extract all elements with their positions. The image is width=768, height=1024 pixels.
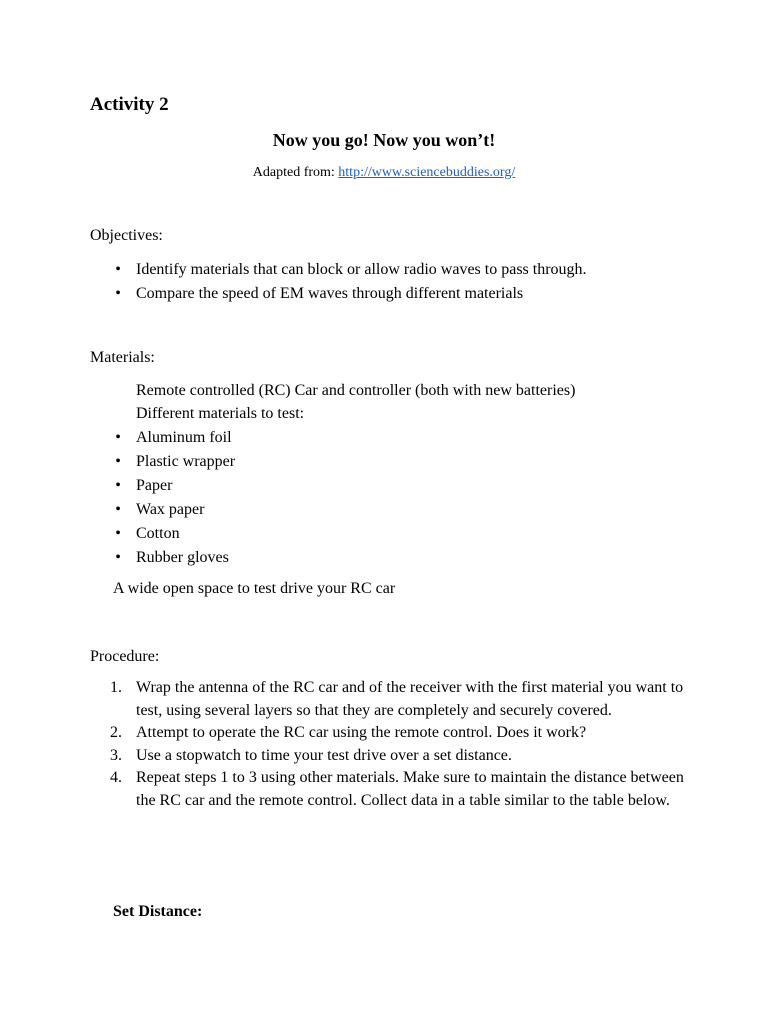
objective-text: Identify materials that can block or allow radio waves to pass through.	[136, 261, 587, 278]
document-title: Now you go! Now you won’t!	[272, 130, 496, 150]
step-text: Wrap the antenna of the RC car and of the receiver with the first material you want to test, using several layers so that they are completely and securely covered.	[136, 679, 684, 719]
material-text: Paper	[136, 477, 173, 494]
list-item	[90, 474, 235, 498]
activity-heading: Activity 2	[90, 94, 169, 115]
list-item	[90, 498, 235, 522]
bullet-icon: •	[115, 501, 121, 518]
objectives-list	[90, 258, 587, 306]
list-item	[90, 722, 690, 745]
sciencebuddies-link[interactable]: http://www.sciencebuddies.org/	[338, 165, 516, 180]
step-number: 4.	[110, 769, 122, 786]
procedure-steps	[90, 677, 690, 812]
objectives-label: Objectives:	[90, 227, 163, 244]
bullet-icon: •	[115, 261, 121, 278]
list-item	[90, 282, 587, 306]
material-text: Plastic wrapper	[136, 453, 236, 470]
list-item	[90, 677, 690, 722]
bullet-icon: •	[115, 429, 121, 446]
step-text: Use a stopwatch to time your test drive over a set distance.	[136, 746, 512, 764]
step-number: 2.	[110, 724, 122, 741]
materials-footer: A wide open space to test drive your RC car	[113, 580, 396, 597]
materials-list	[90, 426, 235, 570]
bullet-icon: •	[115, 453, 121, 470]
step-text: Repeat steps 1 to 3 using other materials. Make sure to maintain the distance between the RC car and the remote control. Collect data in a table similar to the table below.	[136, 769, 684, 809]
list-item	[90, 745, 690, 768]
step-number: 3.	[110, 746, 122, 764]
materials-line-rc-car: Remote controlled (RC) Car and controller (both with new batteries)	[136, 382, 576, 399]
step-text: Attempt to operate the RC car using the remote control. Does it work?	[136, 724, 587, 741]
material-text: Wax paper	[136, 501, 205, 518]
materials-line-different: Different materials to test:	[136, 405, 305, 422]
bullet-icon: •	[115, 525, 121, 542]
list-item	[90, 426, 235, 450]
bullet-icon: •	[115, 285, 121, 302]
step-number: 1.	[110, 679, 122, 696]
bullet-icon: •	[115, 477, 121, 494]
material-text: Aluminum foil	[136, 429, 232, 446]
list-item	[90, 258, 587, 282]
list-item	[90, 450, 235, 474]
list-item	[90, 522, 235, 546]
material-text: Cotton	[136, 525, 180, 542]
bullet-icon: •	[115, 549, 121, 566]
procedure-label: Procedure:	[90, 648, 160, 665]
list-item	[90, 767, 690, 812]
list-item	[90, 546, 235, 570]
adapted-from-prefix: Adapted from:	[252, 165, 339, 180]
set-distance-label: Set Distance:	[113, 903, 203, 920]
objective-text: Compare the speed of EM waves through different materials	[136, 285, 524, 302]
adapted-from-line	[0, 165, 768, 181]
materials-label: Materials:	[90, 349, 155, 366]
material-text: Rubber gloves	[136, 549, 229, 566]
